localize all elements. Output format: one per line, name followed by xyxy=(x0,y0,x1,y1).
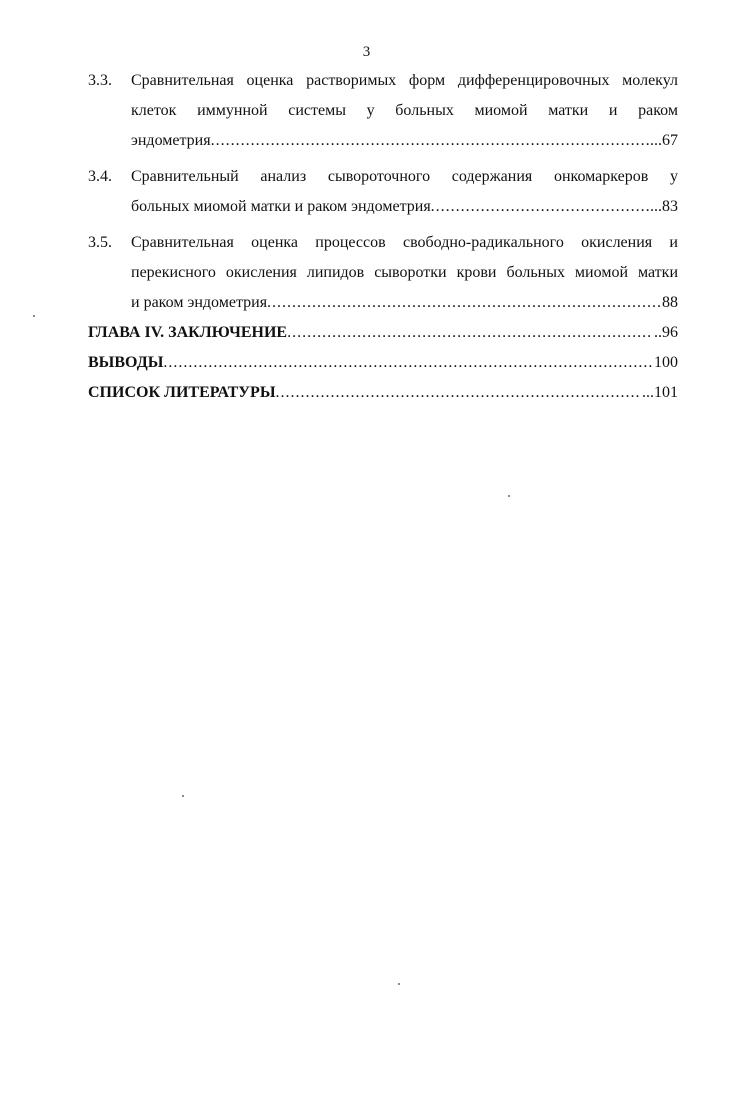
toc-entry-references[interactable] xyxy=(88,378,678,408)
chapter-title: ВЫВОДЫ xyxy=(88,354,164,371)
dot-leader xyxy=(267,288,661,318)
page-number: 3 xyxy=(362,44,371,60)
page-reference: ...101 xyxy=(642,384,678,401)
section-number: 3.5. xyxy=(88,234,112,251)
entry-title-line: клеток иммунной системы у больных миомой матки и раком xyxy=(131,102,678,119)
toc-entry-conclusion[interactable] xyxy=(88,318,678,348)
dot-leader xyxy=(431,192,649,222)
scan-speck xyxy=(33,315,35,317)
entry-title-line: эндометрия xyxy=(131,132,211,149)
dot-leader xyxy=(211,126,649,156)
page-reference: ...83 xyxy=(650,198,678,215)
toc-entry-3-5[interactable] xyxy=(88,228,678,318)
entry-title-line: Сравнительная оценка процессов свободно-радикального окисления и xyxy=(131,234,678,251)
toc-entry-body xyxy=(131,228,678,318)
entry-leader-line xyxy=(131,288,678,318)
table-of-contents xyxy=(88,66,678,408)
dot-leader xyxy=(163,348,653,378)
toc-entry-3-3[interactable] xyxy=(88,66,678,156)
section-number: 3.3. xyxy=(88,72,112,89)
chapter-title: СПИСОК ЛИТЕРАТУРЫ xyxy=(88,384,276,401)
toc-entry-body xyxy=(131,162,678,222)
chapter-title: ГЛАВА IV. ЗАКЛЮЧЕНИЕ xyxy=(88,324,288,341)
toc-entry-body xyxy=(131,66,678,156)
entry-leader-line xyxy=(131,192,678,222)
toc-entry-3-4[interactable] xyxy=(88,162,678,222)
page-reference: ..96 xyxy=(654,324,678,341)
section-number: 3.4. xyxy=(88,168,112,185)
page-reference: ...67 xyxy=(650,132,678,149)
entry-leader-line xyxy=(131,126,678,156)
page-reference: 88 xyxy=(662,294,678,311)
dot-leader xyxy=(276,378,641,408)
scan-speck xyxy=(398,983,400,985)
entry-title-line: больных миомой матки и раком эндометрия xyxy=(131,198,431,215)
entry-title-line: перекисного окисления липидов сыворотки крови больных миомой матки xyxy=(131,264,678,281)
entry-title-line: Сравнительная оценка растворимых форм дифференцировочных молекул xyxy=(131,72,678,89)
scan-speck xyxy=(508,495,510,497)
toc-entry-findings[interactable] xyxy=(88,348,678,378)
dot-leader xyxy=(287,318,653,348)
entry-title-line: Сравнительный анализ сывороточного содержания онкомаркеров у xyxy=(131,168,678,185)
page-reference: 100 xyxy=(654,354,678,371)
entry-title-line: и раком эндометрия xyxy=(131,294,268,311)
scan-speck xyxy=(182,795,184,797)
